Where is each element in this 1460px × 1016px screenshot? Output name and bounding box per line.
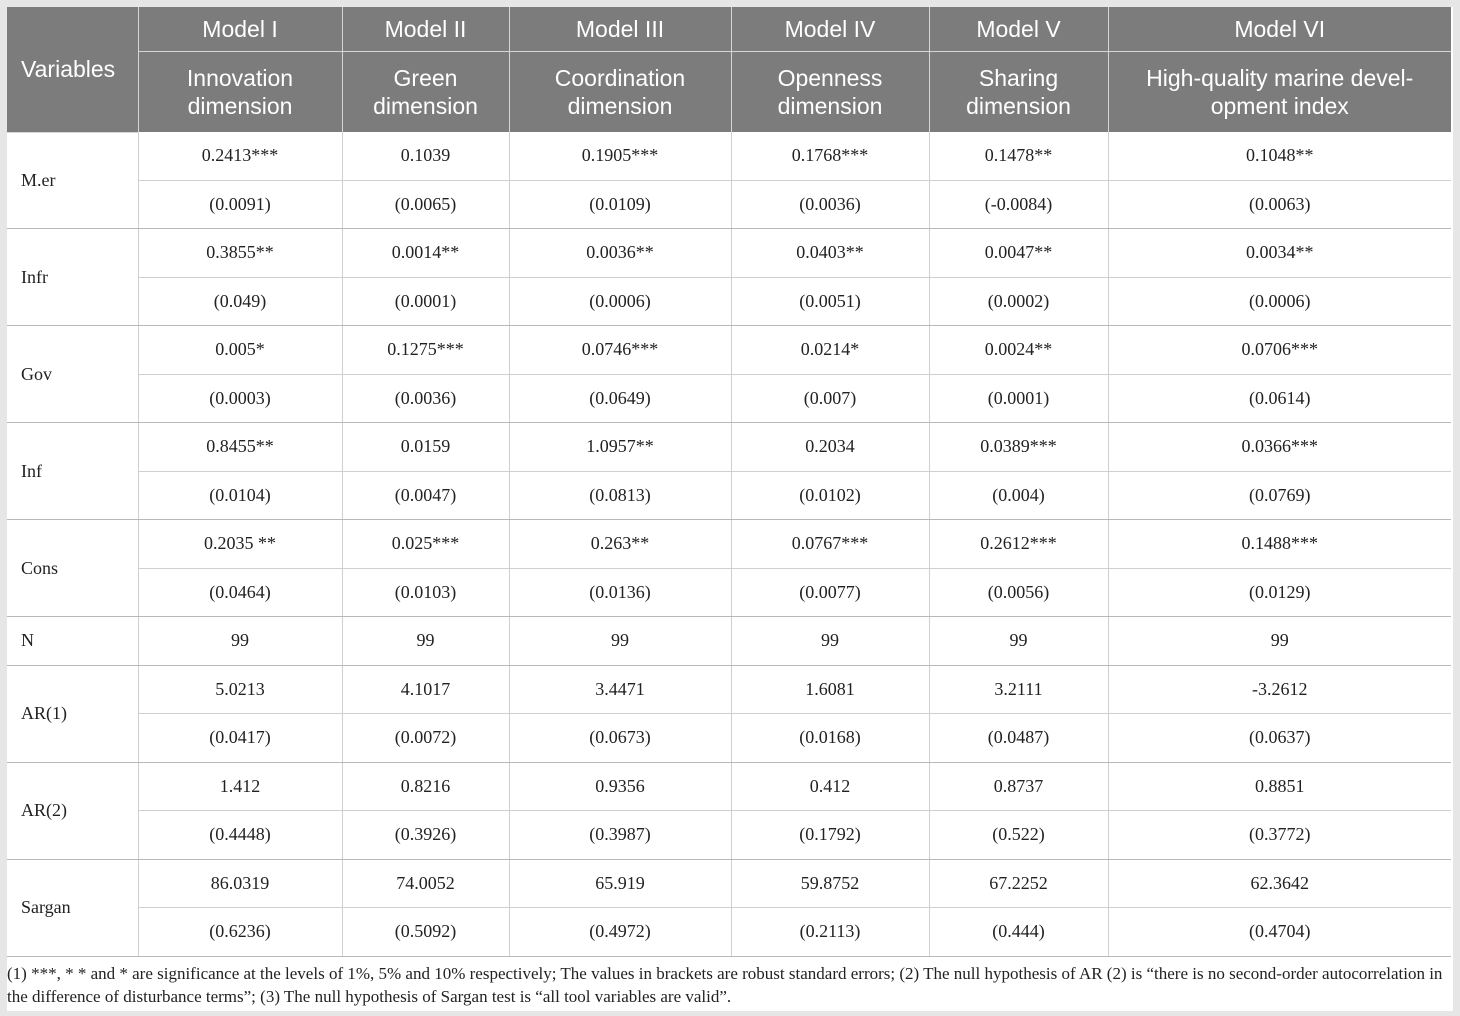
- coefficient-bracket-cell: (0.0003): [138, 374, 342, 423]
- test-statistic-cell: 1.412: [138, 762, 342, 811]
- observations-cell: 99: [138, 617, 342, 666]
- regression-results-table: [7, 7, 1451, 957]
- table-frame: [7, 7, 1453, 1011]
- coefficient-cell: 0.1275***: [342, 326, 509, 375]
- coefficient-cell: 0.0746***: [509, 326, 731, 375]
- variable-name: Gov: [7, 326, 138, 423]
- coefficient-bracket-cell: (0.0065): [342, 180, 509, 229]
- variables-header: Variables: [7, 7, 138, 132]
- observations-cell: 99: [929, 617, 1108, 666]
- test-statistic-row: [7, 665, 1451, 714]
- observations-cell: 99: [509, 617, 731, 666]
- test-statistic-cell: 0.8737: [929, 762, 1108, 811]
- test-statistic-bracket-cell: (0.5092): [342, 908, 509, 957]
- coefficient-bracket-cell: (0.004): [929, 471, 1108, 520]
- test-statistic-cell: 1.6081: [731, 665, 929, 714]
- test-statistic-cell: 0.8851: [1108, 762, 1451, 811]
- test-statistic-bracket-cell: (0.3987): [509, 811, 731, 860]
- coefficient-bracket-row: [7, 471, 1451, 520]
- variable-name: Infr: [7, 229, 138, 326]
- test-statistic-cell: 3.4471: [509, 665, 731, 714]
- variable-name: Cons: [7, 520, 138, 617]
- coefficient-bracket-cell: (0.0129): [1108, 568, 1451, 617]
- observations-cell: 99: [1108, 617, 1451, 666]
- test-statistic-bracket-cell: (0.3926): [342, 811, 509, 860]
- coefficient-cell: 0.0036**: [509, 229, 731, 278]
- test-statistic-bracket-cell: (0.4704): [1108, 908, 1451, 957]
- variable-name: AR(1): [7, 665, 138, 762]
- coefficient-cell: 0.1488***: [1108, 520, 1451, 569]
- test-statistic-bracket-cell: (0.3772): [1108, 811, 1451, 860]
- test-statistic-bracket-cell: (0.1792): [731, 811, 929, 860]
- coefficient-bracket-cell: (0.0104): [138, 471, 342, 520]
- coefficient-bracket-cell: (0.0036): [731, 180, 929, 229]
- dimension-header: High-quality marine devel- opment index: [1108, 52, 1451, 133]
- test-statistic-bracket-cell: (0.0637): [1108, 714, 1451, 763]
- coefficient-bracket-cell: (0.0002): [929, 277, 1108, 326]
- coefficient-bracket-cell: (0.0077): [731, 568, 929, 617]
- coefficient-bracket-cell: (0.0006): [509, 277, 731, 326]
- coefficient-cell: 0.0159: [342, 423, 509, 472]
- coefficient-cell: 0.1039: [342, 132, 509, 180]
- test-statistic-cell: 5.0213: [138, 665, 342, 714]
- model-header: Model I: [138, 7, 342, 52]
- coefficient-bracket-cell: (0.0091): [138, 180, 342, 229]
- variable-name: Sargan: [7, 859, 138, 956]
- test-statistic-cell: 0.8216: [342, 762, 509, 811]
- coefficient-bracket-row: [7, 180, 1451, 229]
- test-statistic-bracket-cell: (0.0487): [929, 714, 1108, 763]
- coefficient-cell: 0.005*: [138, 326, 342, 375]
- coefficient-cell: 0.2035 **: [138, 520, 342, 569]
- coefficient-bracket-row: [7, 568, 1451, 617]
- test-statistic-bracket-cell: (0.0417): [138, 714, 342, 763]
- coefficient-cell: 1.0957**: [509, 423, 731, 472]
- coefficient-bracket-cell: (0.007): [731, 374, 929, 423]
- coefficient-row: [7, 132, 1451, 180]
- table-footnote: (1) ***, * * and * are significance at the levels of 1%, 5% and 10% respectively; The values in brackets are robust standard errors; (2) The null hypothesis of AR (2) is “there is no second-order autocorrelation in the difference of disturbance terms”; (3) The null hypothesis of Sargan test is “all tool variables are valid”.: [7, 964, 1443, 1006]
- coefficient-row: [7, 520, 1451, 569]
- coefficient-cell: 0.0047**: [929, 229, 1108, 278]
- coefficient-cell: 0.0024**: [929, 326, 1108, 375]
- test-statistic-bracket-row: [7, 811, 1451, 860]
- variable-name: Inf: [7, 423, 138, 520]
- test-statistic-cell: 4.1017: [342, 665, 509, 714]
- dimension-header: Sharing dimension: [929, 52, 1108, 133]
- coefficient-cell: 0.0014**: [342, 229, 509, 278]
- coefficient-bracket-cell: (0.0136): [509, 568, 731, 617]
- coefficient-bracket-row: [7, 374, 1451, 423]
- test-statistic-bracket-cell: (0.522): [929, 811, 1108, 860]
- coefficient-cell: 0.0214*: [731, 326, 929, 375]
- coefficient-bracket-cell: (0.0109): [509, 180, 731, 229]
- test-statistic-cell: 74.0052: [342, 859, 509, 908]
- coefficient-cell: 0.263**: [509, 520, 731, 569]
- coefficient-cell: 0.3855**: [138, 229, 342, 278]
- test-statistic-bracket-cell: (0.6236): [138, 908, 342, 957]
- coefficient-bracket-cell: (0.0063): [1108, 180, 1451, 229]
- test-statistic-cell: 67.2252: [929, 859, 1108, 908]
- coefficient-bracket-cell: (0.049): [138, 277, 342, 326]
- coefficient-bracket-cell: (0.0006): [1108, 277, 1451, 326]
- coefficient-bracket-row: [7, 277, 1451, 326]
- coefficient-cell: 0.2034: [731, 423, 929, 472]
- test-statistic-row: [7, 762, 1451, 811]
- variable-name: AR(2): [7, 762, 138, 859]
- model-name-row: [7, 7, 1451, 52]
- observations-cell: 99: [731, 617, 929, 666]
- coefficient-bracket-cell: (0.0649): [509, 374, 731, 423]
- coefficient-bracket-cell: (0.0103): [342, 568, 509, 617]
- variable-name: M.er: [7, 132, 138, 229]
- coefficient-bracket-cell: (0.0614): [1108, 374, 1451, 423]
- coefficient-cell: 0.0034**: [1108, 229, 1451, 278]
- variable-name: N: [7, 617, 138, 666]
- test-statistic-cell: 62.3642: [1108, 859, 1451, 908]
- test-statistic-bracket-cell: (0.0072): [342, 714, 509, 763]
- coefficient-cell: 0.1768***: [731, 132, 929, 180]
- test-statistic-cell: -3.2612: [1108, 665, 1451, 714]
- dimension-header: Green dimension: [342, 52, 509, 133]
- table-header: [7, 7, 1451, 132]
- test-statistic-cell: 86.0319: [138, 859, 342, 908]
- coefficient-cell: 0.1048**: [1108, 132, 1451, 180]
- coefficient-cell: 0.0706***: [1108, 326, 1451, 375]
- coefficient-cell: 0.8455**: [138, 423, 342, 472]
- test-statistic-bracket-cell: (0.0673): [509, 714, 731, 763]
- test-statistic-bracket-row: [7, 908, 1451, 957]
- table-body: [7, 132, 1451, 956]
- coefficient-row: [7, 423, 1451, 472]
- test-statistic-bracket-cell: (0.4448): [138, 811, 342, 860]
- coefficient-cell: 0.2413***: [138, 132, 342, 180]
- coefficient-cell: 0.1478**: [929, 132, 1108, 180]
- test-statistic-bracket-row: [7, 714, 1451, 763]
- model-header: Model VI: [1108, 7, 1451, 52]
- observations-cell: 99: [342, 617, 509, 666]
- test-statistic-bracket-cell: (0.4972): [509, 908, 731, 957]
- coefficient-bracket-cell: (0.0056): [929, 568, 1108, 617]
- coefficient-bracket-cell: (0.0047): [342, 471, 509, 520]
- coefficient-bracket-cell: (0.0036): [342, 374, 509, 423]
- coefficient-bracket-cell: (0.0464): [138, 568, 342, 617]
- observations-row: [7, 617, 1451, 666]
- coefficient-bracket-cell: (0.0813): [509, 471, 731, 520]
- test-statistic-cell: 0.9356: [509, 762, 731, 811]
- model-header: Model II: [342, 7, 509, 52]
- test-statistic-cell: 3.2111: [929, 665, 1108, 714]
- coefficient-cell: 0.025***: [342, 520, 509, 569]
- dimension-row: [7, 52, 1451, 133]
- coefficient-row: [7, 326, 1451, 375]
- coefficient-bracket-cell: (0.0001): [342, 277, 509, 326]
- model-header: Model III: [509, 7, 731, 52]
- coefficient-bracket-cell: (0.0001): [929, 374, 1108, 423]
- model-header: Model IV: [731, 7, 929, 52]
- coefficient-bracket-cell: (0.0769): [1108, 471, 1451, 520]
- coefficient-bracket-cell: (-0.0084): [929, 180, 1108, 229]
- coefficient-cell: 0.1905***: [509, 132, 731, 180]
- dimension-header: Innovation dimension: [138, 52, 342, 133]
- coefficient-cell: 0.0403**: [731, 229, 929, 278]
- coefficient-cell: 0.0389***: [929, 423, 1108, 472]
- test-statistic-cell: 65.919: [509, 859, 731, 908]
- model-header: Model V: [929, 7, 1108, 52]
- coefficient-cell: 0.2612***: [929, 520, 1108, 569]
- coefficient-bracket-cell: (0.0102): [731, 471, 929, 520]
- coefficient-cell: 0.0366***: [1108, 423, 1451, 472]
- coefficient-bracket-cell: (0.0051): [731, 277, 929, 326]
- coefficient-cell: 0.0767***: [731, 520, 929, 569]
- test-statistic-cell: 59.8752: [731, 859, 929, 908]
- test-statistic-bracket-cell: (0.444): [929, 908, 1108, 957]
- test-statistic-row: [7, 859, 1451, 908]
- test-statistic-bracket-cell: (0.0168): [731, 714, 929, 763]
- dimension-header: Openness dimension: [731, 52, 929, 133]
- test-statistic-bracket-cell: (0.2113): [731, 908, 929, 957]
- test-statistic-cell: 0.412: [731, 762, 929, 811]
- dimension-header: Coordination dimension: [509, 52, 731, 133]
- coefficient-row: [7, 229, 1451, 278]
